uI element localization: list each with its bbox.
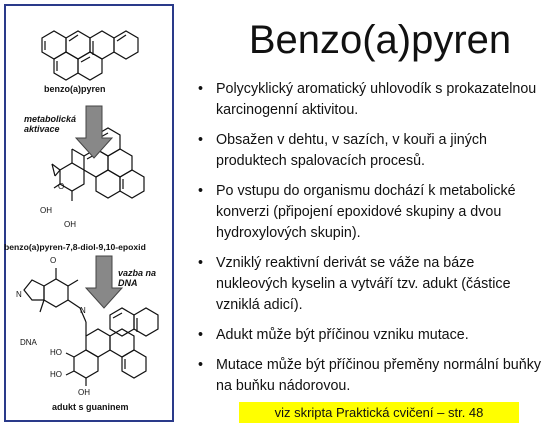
- step-1-label: metabolická aktivace: [24, 114, 77, 134]
- list-item: • Polycyklický aromatický uhlovodík s prokazatelnou karcinogenní aktivitou.: [198, 81, 537, 118]
- bullet-icon: •: [198, 132, 204, 148]
- molecule-1-label: benzo(a)pyren: [44, 84, 106, 94]
- atom-label: O: [50, 256, 57, 265]
- atom-label: OH: [64, 220, 76, 229]
- atom-label: N: [16, 290, 22, 299]
- atom-label: N: [80, 306, 86, 315]
- molecule-2-label: benzo(a)pyren-7,8-diol-9,10-epoxid: [4, 242, 146, 252]
- bullet-icon: •: [198, 357, 204, 373]
- molecule-3-label: adukt s guaninem: [52, 402, 129, 412]
- step-2-label: vazba na DNA: [118, 268, 157, 288]
- reaction-diagram: [6, 6, 176, 424]
- bullet-icon: •: [198, 327, 204, 343]
- atom-label: HO: [50, 370, 62, 379]
- bullet-icon: •: [198, 81, 204, 97]
- atom-label: HO: [50, 348, 62, 357]
- list-item: • Po vstupu do organismu dochází k metabolické konverzi (připojení epoxidové skupiny a dvou hydroxylových skupin).: [198, 183, 516, 241]
- down-arrow-icon: [76, 106, 112, 158]
- down-arrow-icon: [86, 256, 122, 308]
- atom-label: OH: [78, 388, 90, 397]
- list-item: • Obsažen v dehtu, v sazích, v kouři a jiných produktech spalovacích procesů.: [198, 132, 487, 169]
- bullet-list: [196, 79, 546, 406]
- list-item: • Adukt může být příčinou vzniku mutace.: [196, 325, 546, 346]
- list-item: • Vzniklý reaktivní derivát se váže na báze nukleových kyselin a vytváří tzv. adukt (částice vzniklá adicí).: [198, 255, 511, 313]
- atom-label: OH: [40, 206, 52, 215]
- reaction-diagram-panel: [4, 4, 174, 422]
- atom-label: O: [58, 182, 65, 191]
- atom-label: DNA: [20, 338, 37, 347]
- page-title: Benzo(a)pyren: [248, 18, 512, 62]
- reference-note: viz skripta Praktická cvičení – str. 48: [239, 402, 519, 423]
- benzopyrene-structure: [42, 31, 138, 80]
- bullet-icon: •: [198, 255, 204, 271]
- list-item: • Mutace může být příčinou přeměny normální buňky na buňku nádorovou.: [198, 357, 542, 394]
- bullet-icon: •: [198, 183, 204, 199]
